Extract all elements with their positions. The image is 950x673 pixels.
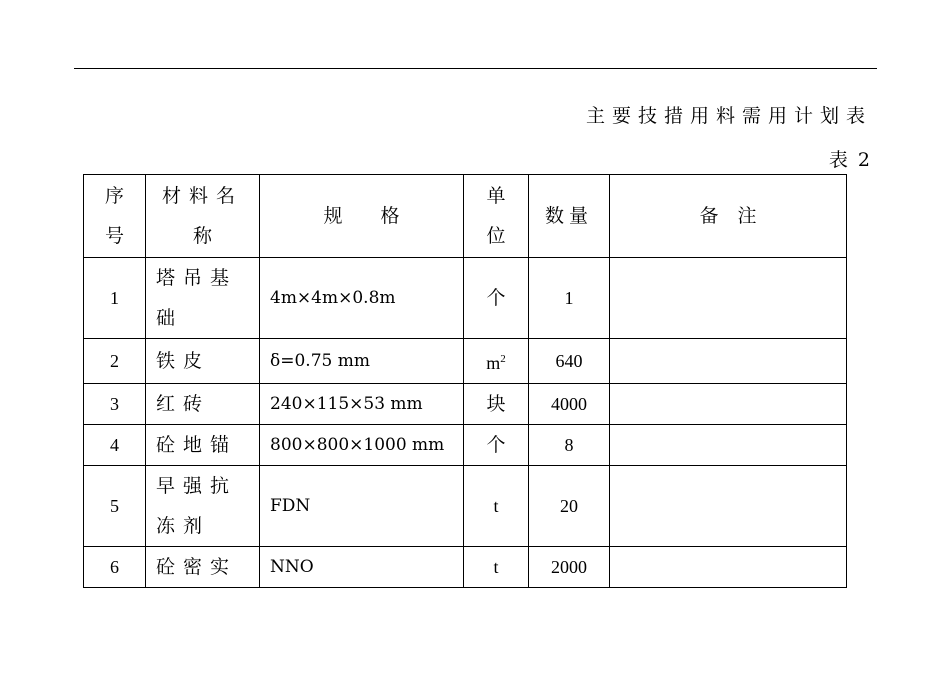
header-unit-line2: 位 xyxy=(486,225,506,247)
row-remark xyxy=(610,384,847,425)
row-unit-sup: 2 xyxy=(500,353,506,365)
row-qty: 640 xyxy=(529,339,610,384)
row-unit: 个 xyxy=(464,258,529,339)
row-unit: t xyxy=(464,547,529,588)
row-no: 1 xyxy=(84,258,146,339)
document-title: 主要技措用料需用计划表 xyxy=(585,105,872,127)
table-row xyxy=(84,466,847,547)
row-spec: 240×115×53 mm xyxy=(260,384,464,425)
row-unit-base: m xyxy=(486,353,501,373)
material-plan-table xyxy=(83,174,847,588)
row-qty: 1 xyxy=(529,258,610,339)
table-row xyxy=(84,425,847,466)
row-no: 6 xyxy=(84,547,146,588)
header-name-line2: 称 xyxy=(192,225,212,247)
row-unit: 个 xyxy=(464,425,529,466)
row-no: 3 xyxy=(84,384,146,425)
row-qty: 2000 xyxy=(529,547,610,588)
row-spec: 800×800×1000 mm xyxy=(260,425,464,466)
table-header-row xyxy=(84,175,847,258)
row-no: 5 xyxy=(84,466,146,547)
row-remark xyxy=(610,466,847,547)
row-spec: 4m×4m×0.8m xyxy=(260,258,464,339)
header-no-line2: 号 xyxy=(104,225,124,247)
row-remark xyxy=(610,339,847,384)
row-remark xyxy=(610,258,847,339)
row-unit xyxy=(464,339,529,384)
row-remark xyxy=(610,547,847,588)
row-name-line1: 早强抗 xyxy=(156,475,238,497)
header-spec: 规 格 xyxy=(260,175,464,258)
row-name: 铁皮 xyxy=(146,339,260,384)
row-name-line2: 冻剂 xyxy=(156,515,211,537)
header-unit xyxy=(464,175,529,258)
row-unit: 块 xyxy=(464,384,529,425)
row-qty: 20 xyxy=(529,466,610,547)
header-name-line1: 材料名 xyxy=(161,185,243,207)
header-name xyxy=(146,175,260,258)
header-qty: 数量 xyxy=(529,175,610,258)
row-unit: t xyxy=(464,466,529,547)
row-name-line2: 础 xyxy=(156,307,176,329)
table-tag: 表 2 xyxy=(828,149,872,171)
row-name: 砼地锚 xyxy=(146,425,260,466)
row-spec: NNO xyxy=(260,547,464,588)
row-name: 砼密实 xyxy=(146,547,260,588)
row-name xyxy=(146,466,260,547)
table-row xyxy=(84,547,847,588)
row-no: 2 xyxy=(84,339,146,384)
table-row xyxy=(84,339,847,384)
header-rule xyxy=(74,68,877,69)
header-unit-line1: 单 xyxy=(486,185,506,207)
row-qty: 8 xyxy=(529,425,610,466)
table-row xyxy=(84,258,847,339)
header-remark: 备 注 xyxy=(610,175,847,258)
row-qty: 4000 xyxy=(529,384,610,425)
header-no xyxy=(84,175,146,258)
row-remark xyxy=(610,425,847,466)
table-row xyxy=(84,384,847,425)
row-spec: FDN xyxy=(260,466,464,547)
row-spec: δ=0.75 mm xyxy=(260,339,464,384)
row-name xyxy=(146,258,260,339)
row-no: 4 xyxy=(84,425,146,466)
row-name-line1: 塔吊基 xyxy=(156,267,238,289)
row-name: 红砖 xyxy=(146,384,260,425)
header-no-line1: 序 xyxy=(104,185,124,207)
